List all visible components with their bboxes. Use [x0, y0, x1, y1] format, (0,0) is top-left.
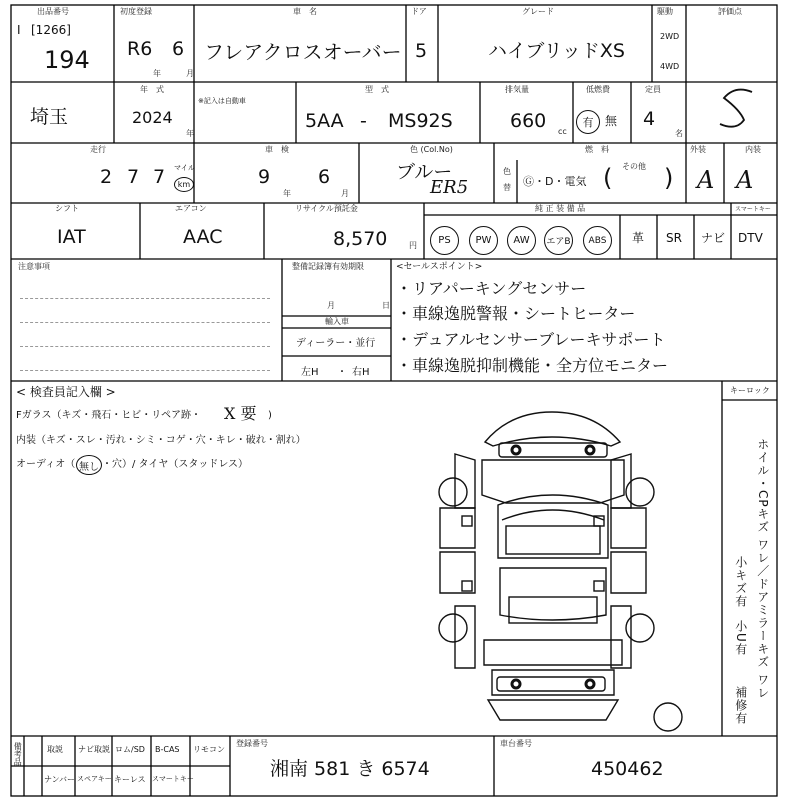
label-fuel-eco: 低燃費: [586, 85, 610, 94]
doc-bcas: B-CAS: [155, 745, 180, 754]
sales-point-4: ・車線逸脱抑制機能・全方位モニター: [396, 356, 669, 375]
car-diagram: [439, 412, 682, 731]
label-model-type: 型 式: [365, 85, 389, 94]
mileage-unit-mile: マイル: [174, 164, 195, 172]
label-vehicle-no: 車台番号: [500, 739, 532, 748]
side-note-2: 小キズ有: [733, 556, 748, 608]
record-month: 月: [327, 301, 335, 310]
fuel-paren-close: ): [664, 164, 674, 192]
origin-value: 埼玉: [30, 106, 69, 128]
doc-rom-sd: ロム/SD: [115, 745, 145, 754]
inspector-interior: 内装（キズ・スレ・汚れ・シミ・コゲ・穴・キレ・破れ・割れ）: [16, 435, 306, 446]
label-model-year-note: ※記入は自動車: [198, 97, 246, 105]
import-left: 左H: [301, 367, 319, 378]
label-recycle: リサイクル預託金: [295, 204, 358, 213]
sales-point-1: ・リアパーキングセンサー: [396, 279, 587, 298]
label-record: 整備記録簿有効期限: [292, 262, 364, 271]
label-model-year: 年 式: [140, 85, 164, 94]
side-note-1: ホイル・CPキズ ワレ／ドアミラーキズ ワレ: [755, 438, 770, 700]
doc-manual: 取説: [47, 745, 63, 754]
interior-value: A: [736, 166, 754, 194]
model-year-value: 2024: [132, 108, 173, 127]
equip-ps: PS: [430, 226, 459, 255]
recycle-unit: 円: [409, 241, 417, 250]
label-equipment: 純 正 装 備 品: [535, 204, 586, 213]
label-sales-points: <セールスポイント>: [396, 262, 483, 272]
label-keylock: キーロック: [730, 386, 770, 395]
equip-navi: ナビ: [701, 231, 726, 245]
side-note-4: 補修有: [733, 686, 748, 725]
doc-remote: リモコン: [193, 745, 225, 754]
import-dealer: ディーラー・並行: [296, 338, 376, 349]
label-doors: ドア: [411, 7, 427, 16]
capacity-unit: 名: [675, 129, 683, 138]
sales-point-2: ・車線逸脱警報・シートヒーター: [396, 304, 636, 323]
label-capacity: 定員: [645, 85, 661, 94]
label-first-reg: 初度登録: [120, 7, 152, 16]
shaken-tsuki: 月: [341, 189, 349, 198]
inspector-glass: Fガラス（キズ・飛石・ヒビ・リペア跡・: [16, 410, 202, 421]
doc-number-plate: ナンバー: [44, 775, 76, 784]
label-mileage: 走行: [90, 145, 106, 154]
side-note-3: 小U有: [733, 620, 748, 656]
label-shaken: 車 検: [265, 145, 289, 154]
displacement-value: 660: [510, 110, 547, 132]
label-smart-key: スマートキー: [735, 206, 771, 213]
car-name: フレアクロスオーバー: [204, 40, 402, 64]
label-shift: シフト: [55, 204, 79, 213]
lot-tick: I: [17, 23, 21, 37]
inspector-glass-mark: X 要: [224, 404, 257, 423]
label-inspector: < 検査員記入欄 >: [16, 385, 116, 399]
first-reg-tsuki: 月: [186, 69, 194, 78]
first-reg-month: 6: [172, 38, 185, 60]
equip-leather: 革: [632, 231, 645, 245]
lot-bracket: [1266]: [31, 23, 71, 37]
label-car-name: 車 名: [293, 7, 317, 16]
mileage-digit-3: 7: [153, 166, 166, 188]
equip-airbag: エアB: [544, 226, 573, 255]
label-import: 輸入車: [325, 317, 349, 326]
model-type-dash: -: [360, 110, 367, 132]
plate-value: 湘南 581 き 6574: [270, 758, 430, 780]
color-iro: 色: [503, 167, 511, 176]
shaken-year: 9: [258, 166, 271, 188]
label-fuel: 燃 料: [585, 145, 609, 154]
record-day: 日: [382, 301, 390, 310]
equip-aw: AW: [507, 226, 536, 255]
equip-abs: ABS: [583, 226, 612, 255]
aircon-value: AAC: [183, 226, 223, 248]
mileage-digit-1: 2: [100, 166, 113, 188]
first-reg-era: R6: [127, 38, 153, 60]
equip-pw: PW: [469, 226, 498, 255]
fuel-eco-yes: 有: [576, 110, 600, 134]
label-plate: 登録番号: [236, 739, 268, 748]
shaken-month: 6: [318, 166, 331, 188]
sales-point-3: ・デュアルセンサーブレーキサポート: [396, 330, 666, 349]
doc-keyless: キーレス: [114, 775, 146, 784]
rating-value: [722, 89, 723, 90]
model-type-code: MS92S: [388, 110, 453, 132]
mileage-digit-2: 7: [127, 166, 140, 188]
label-aircon: エアコン: [175, 204, 207, 213]
label-exterior: 外装: [690, 145, 706, 154]
model-type-prefix: 5AA: [305, 110, 344, 132]
color-name: ブルー: [396, 161, 453, 183]
drive-2wd: 2WD: [660, 32, 680, 41]
import-right: 右H: [352, 367, 370, 378]
label-drive: 駆動: [657, 7, 673, 16]
model-year-nen: 年: [186, 129, 194, 138]
fuel-eco-no: 無: [605, 114, 618, 128]
shift-value: IAT: [57, 226, 86, 248]
doc-smart-key: スマートキー: [152, 775, 194, 783]
equip-dtv: DTV: [738, 231, 763, 245]
inspector-audio-none: 無し: [76, 455, 102, 475]
mileage-unit-km: km: [174, 177, 194, 192]
doors-value: 5: [415, 40, 428, 62]
inspector-audio-a: オーディオ（: [16, 459, 76, 470]
recycle-value: 8,570: [333, 228, 388, 250]
fuel-other-label: その他: [622, 162, 646, 171]
import-dot: ・: [337, 367, 347, 378]
equip-sr: SR: [666, 231, 682, 245]
inspector-audio-b: ・穴）/ タイヤ（スタッドレス）: [102, 459, 249, 470]
grade-value: ハイブリッドXS: [488, 40, 625, 62]
doc-spare-key: スペアキー: [77, 775, 112, 783]
label-grade: グレード: [522, 7, 554, 16]
color-code: ER5: [430, 177, 469, 198]
doc-navi-manual: ナビ取説: [78, 745, 110, 754]
exterior-value: A: [697, 166, 715, 194]
vehicle-no-value: 450462: [591, 758, 664, 780]
fuel-paren-open: (: [603, 164, 613, 192]
label-rating: 評価点: [718, 7, 742, 16]
drive-4wd: 4WD: [660, 62, 680, 71]
docs-side-label: 備考品: [13, 742, 23, 766]
capacity-value: 4: [643, 108, 656, 130]
inspector-glass-close: ): [268, 410, 272, 421]
lot-number: 194: [44, 46, 90, 74]
first-reg-nen: 年: [153, 69, 161, 78]
label-lot-no: 出品番号: [37, 7, 69, 16]
fuel-options: Ⓖ・D・電気: [523, 175, 587, 188]
rating-s-stroke: [720, 90, 752, 127]
displacement-unit: cc: [558, 127, 567, 136]
shaken-nen: 年: [283, 189, 291, 198]
label-color: 色 (Col.No): [410, 145, 453, 154]
label-notes: 注意事項: [18, 262, 50, 271]
label-interior: 内装: [745, 145, 761, 154]
color-gae: 替: [503, 183, 511, 192]
label-displacement: 排気量: [505, 85, 529, 94]
